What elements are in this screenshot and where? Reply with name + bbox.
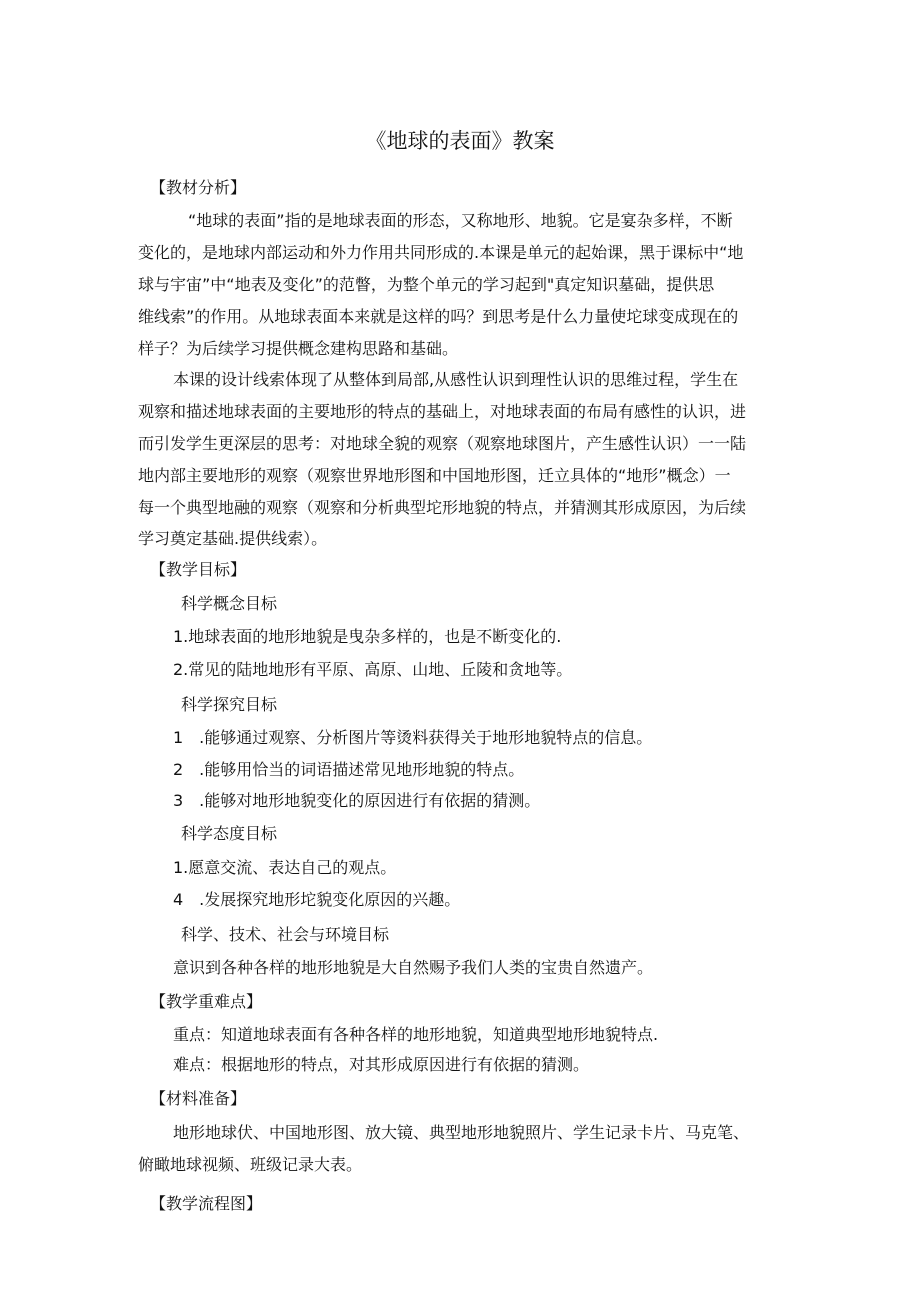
section-heading-flowchart: 【教学流程图】: [150, 1194, 263, 1213]
list-item: 1.愿意交流、表达自己的观点。: [173, 858, 397, 877]
paragraph-line: 观察和描述地球表面的主要地形的特点的基础上，对地球表面的布局有感性的认识，进: [138, 402, 747, 421]
paragraph-line: 而引发学生更深层的思考：对地球全貌的观察（观察地球图片，产生感性认识）一一陆: [138, 434, 747, 453]
paragraph-line: 俯瞰地球视频、班级记录大表。: [138, 1155, 363, 1174]
subsection-title: 科学态度目标: [181, 824, 278, 843]
paragraph-line: 本课的设计线索体现了从整体到局部,从感性认识到理性认识的思维过程，学生在: [173, 370, 739, 389]
list-item: 2 .能够用恰当的词语描述常见地形地貌的特点。: [173, 760, 525, 779]
list-item: 4 .发展探究地形坨貌变化原因的兴趣。: [173, 890, 461, 909]
difficult-point-line: 难点：根据地形的特点，对其形成原因进行有依据的猜测。: [173, 1055, 590, 1074]
key-point-line: 重点：知道地球表面有各种各样的地形地貌，知道典型地形地貌特点.: [173, 1025, 659, 1044]
subsection-title: 科学概念目标: [181, 594, 278, 613]
section-heading-materials: 【材料准备】: [150, 1089, 247, 1108]
paragraph-line: 维线索”的作用。从地球表面本来就是这样的吗？到思考是什么力量使坨球变成现在的: [138, 307, 739, 326]
paragraph-line: 变化的，是地球内部运动和外力作用共同形成的.本课是单元的起始课，黑于课标中“地: [138, 243, 744, 262]
paragraph-line: 地内部主要地形的观察（观察世界地形图和中国地形图，迁立具体的“地形”概念）一: [138, 466, 731, 485]
section-heading-key-points: 【教学重难点】: [150, 992, 263, 1011]
subsection-title: 科学探究目标: [181, 695, 278, 714]
body-line: 意识到各种各样的地形地貌是大自然赐予我们人类的宝贵自然遗产。: [173, 958, 654, 977]
subsection-title: 科学、技术、社会与环境目标: [181, 925, 390, 944]
paragraph-line: 球与宇宙”中“地表及变化”的范瞥，为整个单元的学习起到"真定知识墓础，提供思: [138, 275, 715, 294]
paragraph-line: “地球的表面”指的是地球表面的形态，又称地形、地貌。它是宴杂多样，不断: [188, 211, 733, 230]
list-item: 1.地球表面的地形地貌是曳杂多样的，也是不断变化的.: [173, 627, 562, 646]
paragraph-line: 每一个典型地融的观察（观察和分析典型坨形地貌的特点，并猜测其形成原因，为后续: [138, 498, 747, 517]
section-heading-goals: 【教学目标】: [150, 560, 247, 579]
paragraph-line: 地形地球伏、中国地形图、放大镜、典型地形地貌照片、学生记录卡片、马克笔、: [173, 1123, 750, 1142]
list-item: 3 .能够对地形地貌变化的原因进行有依据的猜测。: [173, 791, 541, 810]
paragraph-line: 学习奠定基础.提供线索）。: [138, 529, 328, 548]
paragraph-line: 样子？为后续学习提供概念建构思路和基础。: [138, 339, 459, 358]
section-heading-analysis: 【教材分析】: [150, 178, 247, 197]
document-title: 《地球的表面》教案: [365, 129, 555, 153]
list-item: 2.常见的陆地地形有平原、高原、山地、丘陵和贪地等。: [173, 660, 573, 679]
list-item: 1 .能够通过观察、分析图片等烫料获得关于地形地貌特点的信息。: [173, 728, 653, 747]
